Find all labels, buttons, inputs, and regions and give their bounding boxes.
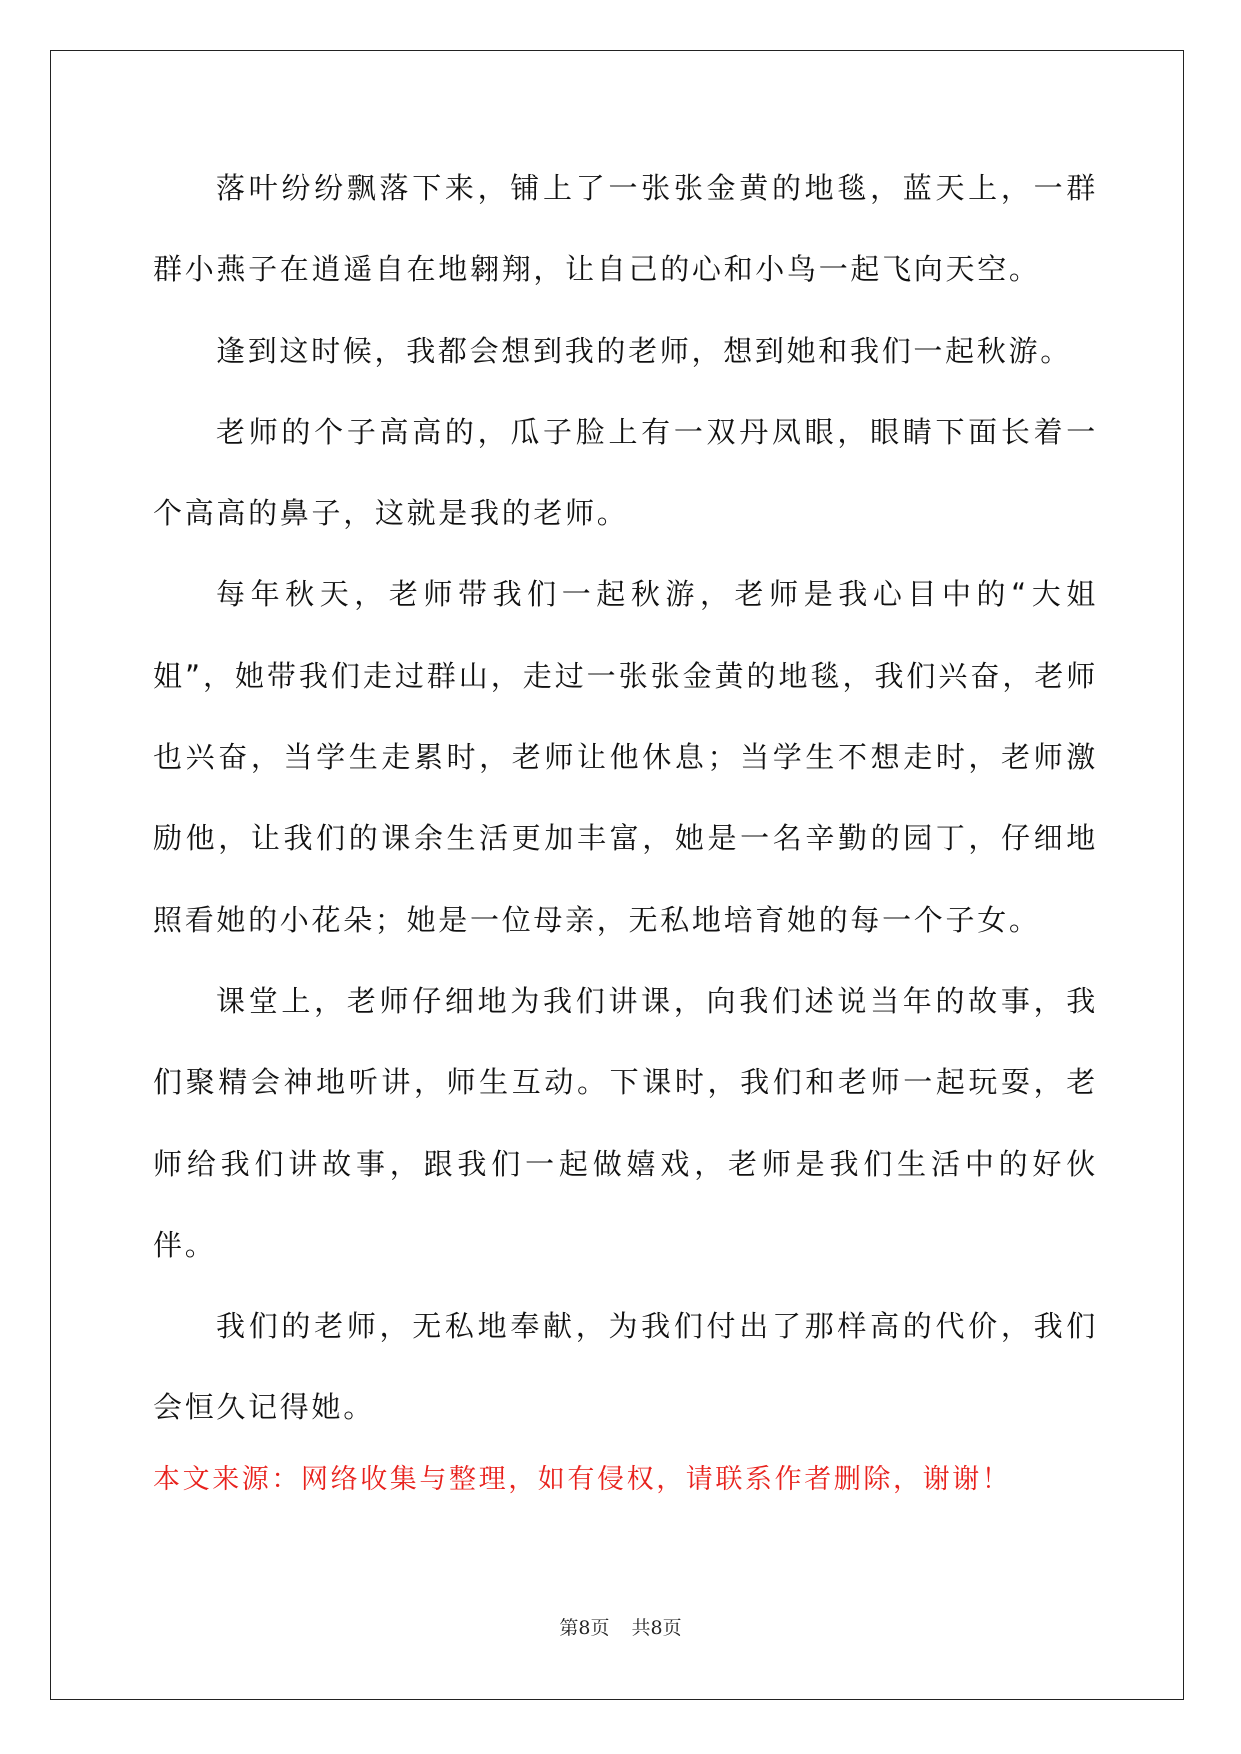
paragraph: 我们的老师，无私地奉献，为我们付出了那样高的代价，我们会恒久记得她。 <box>153 1309 1098 1425</box>
paragraph: 老师的个子高高的，瓜子脸上有一双丹凤眼，眼睛下面长着一个高高的鼻子，这就是我的老师。 <box>153 414 1098 531</box>
total-pages: 共8页 <box>631 1617 682 1639</box>
paragraph: 落叶纷纷飘落下来，铺上了一张张金黄的地毯，蓝天上，一群群小燕子在逍遥自在地翱翔，让自己的心和小鸟一起飞向天空。 <box>153 171 1098 287</box>
document-body <box>153 148 1098 1449</box>
paragraph: 逢到这时候，我都会想到我的老师，想到她和我们一起秋游。 <box>216 333 1072 368</box>
source-note: 本文来源：网络收集与整理，如有侵权，请联系作者删除，谢谢！ <box>153 1464 1012 1495</box>
current-page-number: 第8页 <box>559 1617 610 1639</box>
page-footer <box>0 1615 1241 1641</box>
paragraph: 课堂上，老师仔细地为我们讲课，向我们述说当年的故事，我们聚精会神地听讲，师生互动。下课时，我们和老师一起玩耍，老师给我们讲故事，跟我们一起做嬉戏，老师是我们生活中的好伙伴。 <box>153 983 1098 1262</box>
paragraph: 每年秋天，老师带我们一起秋游，老师是我心目中的“大姐姐”，她带我们走过群山，走过一张张金黄的地毯，我们兴奋，老师也兴奋，当学生走累时，老师让他休息；当学生不想走时，老师激励他，让我们的课余生活更加丰富，她是一名辛勤的园丁，仔细地照看她的小花朵；她是一位母亲，无私地培育她的每一个子女。 <box>153 577 1098 937</box>
